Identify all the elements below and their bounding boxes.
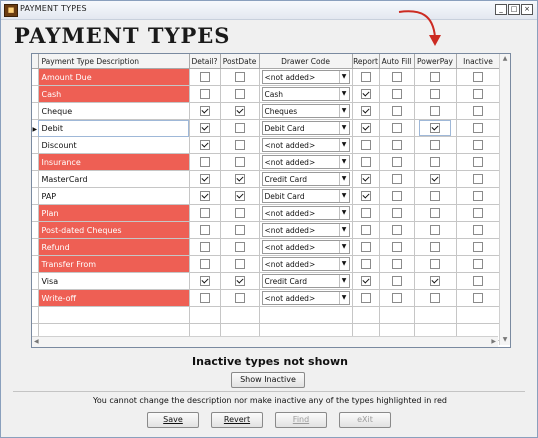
table-row[interactable] <box>32 69 500 86</box>
drawer-code-select[interactable] <box>262 189 350 203</box>
drawer-code-cell <box>259 103 352 120</box>
postdate-cell <box>220 239 259 256</box>
chevron-down-icon[interactable]: ▼ <box>339 207 349 219</box>
report-cell <box>352 154 379 171</box>
postdate-cell <box>220 256 259 273</box>
empty-cell <box>352 307 379 324</box>
powerpay-cell <box>414 188 456 205</box>
description-cell[interactable]: Write-off <box>38 290 189 307</box>
detail-cell <box>189 205 220 222</box>
powerpay-checkbox[interactable] <box>430 225 440 235</box>
exit-button-label: eXit <box>357 415 373 424</box>
autofill-checkbox[interactable] <box>392 174 402 184</box>
horizontal-scrollbar[interactable] <box>32 336 498 347</box>
report-checkbox[interactable] <box>361 242 371 252</box>
payment-types-grid <box>31 53 511 348</box>
autofill-checkbox[interactable] <box>392 72 402 82</box>
divider <box>13 391 525 392</box>
postdate-cell <box>220 103 259 120</box>
drawer-code-value: Debit Card <box>264 191 305 201</box>
inactive-checkbox[interactable] <box>473 89 483 99</box>
inactive-checkbox[interactable] <box>473 242 483 252</box>
chevron-down-icon[interactable]: ▼ <box>339 292 349 304</box>
autofill-cell <box>379 188 414 205</box>
inactive-checkbox[interactable] <box>473 259 483 269</box>
report-cell <box>352 256 379 273</box>
detail-cell <box>189 222 220 239</box>
autofill-checkbox[interactable] <box>392 123 402 133</box>
autofill-checkbox[interactable] <box>392 157 402 167</box>
detail-cell <box>189 69 220 86</box>
chevron-down-icon[interactable]: ▼ <box>339 105 349 117</box>
revert-button-label: Revert <box>223 415 251 424</box>
postdate-checkbox[interactable] <box>235 293 245 303</box>
inactive-checkbox[interactable] <box>473 208 483 218</box>
powerpay-checkbox[interactable] <box>430 174 440 184</box>
report-checkbox[interactable] <box>361 259 371 269</box>
header-row <box>32 54 500 69</box>
drawer-code-cell <box>259 239 352 256</box>
table-row[interactable] <box>32 239 500 256</box>
autofill-cell <box>379 120 414 137</box>
powerpay-checkbox[interactable] <box>430 106 440 116</box>
annotation-arrow-icon <box>1 1 538 61</box>
postdate-checkbox[interactable] <box>235 225 245 235</box>
inactive-checkbox[interactable] <box>473 191 483 201</box>
detail-checkbox[interactable] <box>200 72 210 82</box>
inactive-cell <box>456 69 500 86</box>
detail-cell <box>189 86 220 103</box>
scroll-left-icon[interactable]: ◀ <box>34 338 39 345</box>
empty-cell <box>414 307 456 324</box>
powerpay-cell <box>414 290 456 307</box>
report-cell <box>352 171 379 188</box>
red-highlight-note: You cannot change the description nor make inactive any of the types highlighted in red <box>93 396 447 405</box>
drawer-code-value: <not added> <box>264 225 316 235</box>
report-cell <box>352 290 379 307</box>
postdate-cell <box>220 290 259 307</box>
scroll-up-icon[interactable]: ▲ <box>502 55 508 62</box>
inactive-cell <box>456 222 500 239</box>
table-row[interactable] <box>32 103 500 120</box>
detail-cell <box>189 188 220 205</box>
autofill-checkbox[interactable] <box>392 225 402 235</box>
autofill-cell <box>379 69 414 86</box>
description-cell[interactable]: MasterCard <box>38 171 189 188</box>
powerpay-cell <box>414 273 456 290</box>
report-cell <box>352 103 379 120</box>
col-header-inactive[interactable]: Inactive <box>456 54 500 69</box>
table-row[interactable] <box>32 154 500 171</box>
report-cell <box>352 205 379 222</box>
detail-checkbox[interactable] <box>200 89 210 99</box>
drawer-code-cell <box>259 188 352 205</box>
powerpay-checkbox[interactable] <box>430 208 440 218</box>
chevron-down-icon[interactable]: ▼ <box>339 275 349 287</box>
powerpay-focus-box <box>419 120 451 136</box>
report-checkbox[interactable] <box>361 276 371 286</box>
description-cell[interactable]: PAP <box>38 188 189 205</box>
report-cell <box>352 273 379 290</box>
empty-cell <box>456 307 500 324</box>
powerpay-cell <box>414 69 456 86</box>
find-button-label: Find <box>292 415 310 424</box>
powerpay-checkbox[interactable] <box>430 89 440 99</box>
inactive-cell <box>456 290 500 307</box>
chevron-down-icon[interactable]: ▼ <box>339 156 349 168</box>
description-cell[interactable]: Cash <box>38 86 189 103</box>
inactive-cell <box>456 137 500 154</box>
postdate-checkbox[interactable] <box>235 140 245 150</box>
autofill-cell <box>379 222 414 239</box>
find-button[interactable] <box>275 412 327 428</box>
drawer-code-select[interactable] <box>262 104 350 118</box>
report-checkbox[interactable] <box>361 72 371 82</box>
drawer-code-value: <not added> <box>264 259 316 269</box>
drawer-code-select[interactable] <box>262 240 350 254</box>
powerpay-cell <box>414 120 456 137</box>
report-checkbox[interactable] <box>361 293 371 303</box>
autofill-checkbox[interactable] <box>392 208 402 218</box>
detail-cell <box>189 171 220 188</box>
close-button[interactable]: × <box>521 4 533 15</box>
autofill-checkbox[interactable] <box>392 140 402 150</box>
inactive-cell <box>456 273 500 290</box>
postdate-checkbox[interactable] <box>235 89 245 99</box>
inactive-checkbox[interactable] <box>473 225 483 235</box>
drawer-code-value: Credit Card <box>264 174 307 184</box>
scroll-right-icon[interactable]: ▶ <box>491 338 496 345</box>
postdate-cell <box>220 154 259 171</box>
drawer-code-select[interactable] <box>262 223 350 237</box>
inactive-cell <box>456 188 500 205</box>
app-icon: ■ <box>4 4 18 17</box>
detail-cell <box>189 154 220 171</box>
report-cell <box>352 69 379 86</box>
drawer-code-cell <box>259 154 352 171</box>
description-cell[interactable]: Amount Due <box>38 69 189 86</box>
autofill-cell <box>379 239 414 256</box>
detail-cell <box>189 120 220 137</box>
chevron-down-icon[interactable]: ▼ <box>339 122 349 134</box>
inactive-cell <box>456 86 500 103</box>
postdate-cell <box>220 171 259 188</box>
drawer-code-value: Credit Card <box>264 276 307 286</box>
postdate-cell <box>220 205 259 222</box>
inactive-checkbox[interactable] <box>473 174 483 184</box>
window-title: PAYMENT TYPES <box>20 4 87 13</box>
drawer-code-cell <box>259 120 352 137</box>
powerpay-checkbox[interactable] <box>430 72 440 82</box>
autofill-cell <box>379 273 414 290</box>
report-cell <box>352 86 379 103</box>
autofill-checkbox[interactable] <box>392 259 402 269</box>
col-header-description[interactable]: Payment Type Description <box>38 54 189 69</box>
report-cell <box>352 137 379 154</box>
drawer-code-cell <box>259 273 352 290</box>
powerpay-cell <box>414 222 456 239</box>
col-header-postdate[interactable]: PostDate <box>220 54 259 69</box>
col-header-detail[interactable]: Detail? <box>189 54 220 69</box>
report-checkbox[interactable] <box>361 89 371 99</box>
powerpay-cell <box>414 86 456 103</box>
chevron-down-icon[interactable]: ▼ <box>339 224 349 236</box>
postdate-checkbox[interactable] <box>235 123 245 133</box>
empty-cell <box>259 307 352 324</box>
inactive-cell <box>456 171 500 188</box>
powerpay-cell <box>414 154 456 171</box>
report-cell <box>352 188 379 205</box>
report-cell <box>352 222 379 239</box>
chevron-down-icon[interactable]: ▼ <box>339 258 349 270</box>
inactive-checkbox[interactable] <box>473 157 483 167</box>
postdate-cell <box>220 86 259 103</box>
description-cell[interactable]: Discount <box>38 137 189 154</box>
table-row[interactable] <box>32 120 500 137</box>
drawer-code-value: <not added> <box>264 157 316 167</box>
drawer-code-select[interactable] <box>262 155 350 169</box>
description-cell[interactable]: Cheque <box>38 103 189 120</box>
autofill-cell <box>379 256 414 273</box>
powerpay-cell <box>414 137 456 154</box>
inactive-cell <box>456 256 500 273</box>
inactive-checkbox[interactable] <box>473 72 483 82</box>
drawer-code-cell <box>259 86 352 103</box>
table-row[interactable] <box>32 256 500 273</box>
description-cell[interactable]: Post-dated Cheques <box>38 222 189 239</box>
drawer-code-select[interactable] <box>262 274 350 288</box>
postdate-cell <box>220 69 259 86</box>
chevron-down-icon[interactable]: ▼ <box>339 241 349 253</box>
col-header-drawer-code[interactable]: Drawer Code <box>259 54 352 69</box>
table-row[interactable] <box>32 290 500 307</box>
table-row[interactable] <box>32 273 500 290</box>
table-row[interactable] <box>32 188 500 205</box>
autofill-cell <box>379 137 414 154</box>
drawer-code-cell <box>259 256 352 273</box>
autofill-checkbox[interactable] <box>392 191 402 201</box>
drawer-code-select[interactable] <box>262 121 350 135</box>
report-checkbox[interactable] <box>361 191 371 201</box>
chevron-down-icon[interactable]: ▼ <box>339 88 349 100</box>
chevron-down-icon[interactable]: ▼ <box>339 139 349 151</box>
report-checkbox[interactable] <box>361 157 371 167</box>
postdate-checkbox[interactable] <box>235 174 245 184</box>
drawer-code-cell <box>259 222 352 239</box>
inactive-cell <box>456 120 500 137</box>
autofill-checkbox[interactable] <box>392 106 402 116</box>
autofill-cell <box>379 154 414 171</box>
report-checkbox[interactable] <box>361 208 371 218</box>
detail-checkbox[interactable] <box>200 191 210 201</box>
description-cell[interactable]: Refund <box>38 239 189 256</box>
report-cell <box>352 120 379 137</box>
current-row-indicator-icon: ▶ <box>32 125 38 133</box>
detail-checkbox[interactable] <box>200 225 210 235</box>
table-row[interactable] <box>32 205 500 222</box>
drawer-code-cell <box>259 69 352 86</box>
report-checkbox[interactable] <box>361 225 371 235</box>
powerpay-cell <box>414 103 456 120</box>
postdate-checkbox[interactable] <box>235 242 245 252</box>
powerpay-checkbox[interactable] <box>430 276 440 286</box>
powerpay-checkbox[interactable] <box>430 259 440 269</box>
powerpay-cell <box>414 256 456 273</box>
postdate-cell <box>220 120 259 137</box>
detail-cell <box>189 256 220 273</box>
inactive-cell <box>456 205 500 222</box>
drawer-code-cell <box>259 205 352 222</box>
drawer-code-cell <box>259 290 352 307</box>
chevron-down-icon[interactable]: ▼ <box>339 190 349 202</box>
empty-cell <box>220 307 259 324</box>
save-button-label: Save <box>163 415 183 424</box>
drawer-code-value: <not added> <box>264 242 316 252</box>
drawer-code-select[interactable] <box>262 257 350 271</box>
drawer-code-select[interactable] <box>262 206 350 220</box>
detail-checkbox[interactable] <box>200 293 210 303</box>
save-button[interactable] <box>147 412 199 428</box>
inactive-cell <box>456 103 500 120</box>
drawer-code-select[interactable] <box>262 70 350 84</box>
powerpay-cell <box>414 171 456 188</box>
autofill-checkbox[interactable] <box>392 242 402 252</box>
description-cell[interactable]: Visa <box>38 273 189 290</box>
detail-checkbox[interactable] <box>200 174 210 184</box>
postdate-checkbox[interactable] <box>235 157 245 167</box>
detail-checkbox[interactable] <box>200 123 210 133</box>
report-checkbox[interactable] <box>361 174 371 184</box>
drawer-code-select[interactable] <box>262 138 350 152</box>
autofill-checkbox[interactable] <box>392 276 402 286</box>
powerpay-checkbox[interactable] <box>430 140 440 150</box>
autofill-cell <box>379 86 414 103</box>
drawer-code-cell <box>259 137 352 154</box>
report-cell <box>352 239 379 256</box>
powerpay-cell <box>414 205 456 222</box>
autofill-cell <box>379 103 414 120</box>
inactive-checkbox[interactable] <box>473 140 483 150</box>
inactive-checkbox[interactable] <box>473 123 483 133</box>
empty-cell <box>189 307 220 324</box>
chevron-down-icon[interactable]: ▼ <box>339 71 349 83</box>
col-header-autofill[interactable]: Auto Fill <box>379 54 414 69</box>
inactive-checkbox[interactable] <box>473 293 483 303</box>
powerpay-checkbox[interactable] <box>430 293 440 303</box>
postdate-cell <box>220 137 259 154</box>
chevron-down-icon[interactable]: ▼ <box>339 173 349 185</box>
drawer-code-select[interactable] <box>262 172 350 186</box>
payment-types-table <box>32 54 501 341</box>
drawer-code-select[interactable] <box>262 87 350 101</box>
detail-checkbox[interactable] <box>200 208 210 218</box>
exit-button[interactable] <box>339 412 391 428</box>
drawer-code-value: Debit Card <box>264 123 305 133</box>
postdate-checkbox[interactable] <box>235 208 245 218</box>
powerpay-checkbox[interactable] <box>430 123 440 133</box>
col-header-report[interactable]: Report <box>352 54 379 69</box>
autofill-cell <box>379 205 414 222</box>
postdate-cell <box>220 188 259 205</box>
detail-checkbox[interactable] <box>200 276 210 286</box>
vertical-scrollbar[interactable] <box>499 54 510 345</box>
table-row[interactable] <box>32 222 500 239</box>
show-inactive-button[interactable]: Show Inactive <box>231 372 305 388</box>
autofill-cell <box>379 171 414 188</box>
detail-cell <box>189 137 220 154</box>
drawer-code-value: Cash <box>264 89 283 99</box>
description-cell[interactable]: Insurance <box>38 154 189 171</box>
powerpay-checkbox[interactable] <box>430 242 440 252</box>
detail-cell <box>189 239 220 256</box>
detail-checkbox[interactable] <box>200 259 210 269</box>
maximize-button[interactable]: □ <box>508 4 520 15</box>
empty-cell <box>38 307 189 324</box>
drawer-code-select[interactable] <box>262 291 350 305</box>
drawer-code-value: <not added> <box>264 208 316 218</box>
autofill-cell <box>379 290 414 307</box>
inactive-cell <box>456 154 500 171</box>
description-cell[interactable]: Transfer From <box>38 256 189 273</box>
drawer-code-cell <box>259 171 352 188</box>
detail-cell <box>189 273 220 290</box>
empty-cell <box>379 307 414 324</box>
inactive-cell <box>456 239 500 256</box>
autofill-checkbox[interactable] <box>392 89 402 99</box>
scroll-down-icon[interactable]: ▼ <box>502 336 508 343</box>
table-row[interactable] <box>32 137 500 154</box>
postdate-cell <box>220 222 259 239</box>
empty-row <box>32 307 500 324</box>
inactive-checkbox[interactable] <box>473 276 483 286</box>
inactive-checkbox[interactable] <box>473 106 483 116</box>
description-cell[interactable]: Debit <box>38 120 189 137</box>
table-row[interactable] <box>32 86 500 103</box>
inactive-types-message: Inactive types not shown <box>192 355 348 368</box>
col-header-powerpay[interactable]: PowerPay <box>414 54 456 69</box>
postdate-checkbox[interactable] <box>235 276 245 286</box>
drawer-code-value: <not added> <box>264 140 316 150</box>
revert-button[interactable] <box>211 412 263 428</box>
powerpay-checkbox[interactable] <box>430 191 440 201</box>
powerpay-cell <box>414 239 456 256</box>
postdate-checkbox[interactable] <box>235 259 245 269</box>
powerpay-checkbox[interactable] <box>430 157 440 167</box>
minimize-button[interactable]: _ <box>495 4 507 15</box>
detail-checkbox[interactable] <box>200 242 210 252</box>
drawer-code-value: Cheques <box>264 106 298 116</box>
postdate-checkbox[interactable] <box>235 106 245 116</box>
page-title: PAYMENT TYPES <box>14 23 231 48</box>
autofill-checkbox[interactable] <box>392 293 402 303</box>
detail-checkbox[interactable] <box>200 157 210 167</box>
table-row[interactable] <box>32 171 500 188</box>
postdate-checkbox[interactable] <box>235 191 245 201</box>
drawer-code-value: <not added> <box>264 72 316 82</box>
description-cell[interactable]: Plan <box>38 205 189 222</box>
report-checkbox[interactable] <box>361 140 371 150</box>
postdate-checkbox[interactable] <box>235 72 245 82</box>
detail-cell <box>189 290 220 307</box>
postdate-cell <box>220 273 259 290</box>
detail-checkbox[interactable] <box>200 140 210 150</box>
detail-cell <box>189 103 220 120</box>
report-checkbox[interactable] <box>361 106 371 116</box>
report-checkbox[interactable] <box>361 123 371 133</box>
detail-checkbox[interactable] <box>200 106 210 116</box>
drawer-code-value: <not added> <box>264 293 316 303</box>
